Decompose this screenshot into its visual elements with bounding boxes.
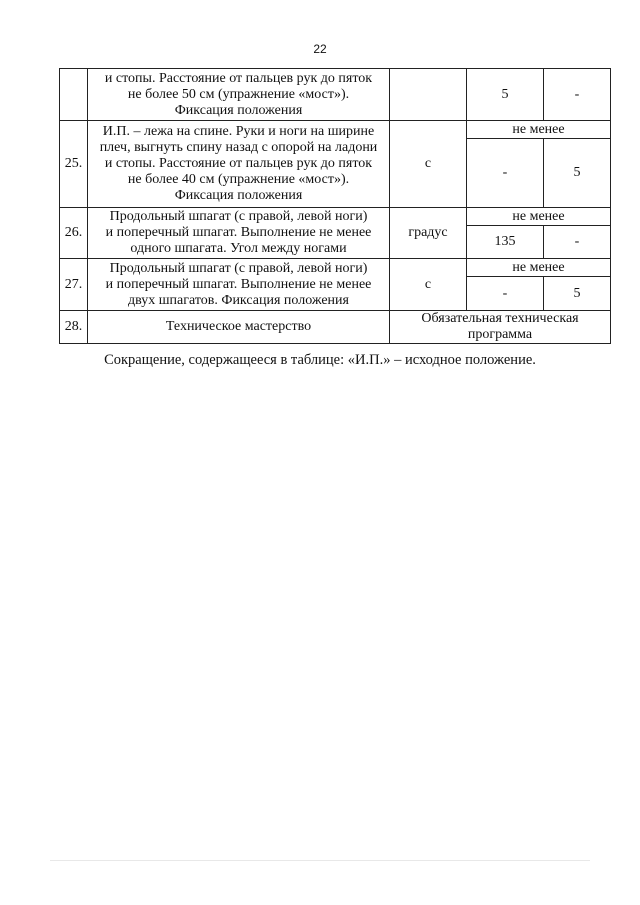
value-cell: 5 [467,69,544,121]
value-cell: - [544,226,611,259]
description-line: плеч, выгнуть спину назад с опорой на ладони [99,140,378,155]
row-number [60,69,88,121]
norm-header: не менее [467,121,611,139]
table-row [60,259,611,277]
abbreviation-note: Сокращение, содержащееся в таблице: «И.П.» – исходное положение. [104,352,536,368]
description-line: Продольный шпагат (с правой, левой ноги) [109,260,368,276]
description-line: не более 40 см (упражнение «мост»). [127,172,350,187]
description-line: одного шпагата. Угол между ногами [130,241,347,256]
exercise-description [88,259,390,311]
description-line: Продольный шпагат (с правой, левой ноги) [109,209,368,224]
description-line: двух шпагатов. Фиксация положения [128,292,349,308]
row-number: 25. [60,121,88,208]
description-line: и стопы. Расстояние от пальцев рук до пяток [104,70,373,86]
page-number: 22 [313,42,327,56]
value-cell: - [544,69,611,121]
table-row [60,69,611,121]
description-line: Фиксация положения [174,102,303,118]
program-line: Обязательная техническая [421,311,579,326]
description-line: и поперечный шпагат. Выполнение не менее [105,276,372,292]
exercise-description [88,208,390,259]
norm-header: не менее [467,208,611,226]
unit-cell: с [390,259,467,311]
exercise-description [88,69,390,121]
program-line: программа [467,327,533,342]
norm-header: не менее [467,259,611,277]
table-row [60,121,611,139]
value-cell: - [467,139,544,208]
exercise-description: Техническое мастерство [88,311,390,344]
row-number: 28. [60,311,88,344]
table-row [60,208,611,226]
value-cell: 5 [544,139,611,208]
exercise-description [88,121,390,208]
unit-cell [390,69,467,121]
divider [50,860,590,861]
unit-cell: градус [390,208,467,259]
value-cell: 5 [544,277,611,311]
row-number: 26. [60,208,88,259]
row-number: 27. [60,259,88,311]
description-line: и стопы. Расстояние от пальцев рук до пяток [104,156,373,171]
description-line: не более 50 см (упражнение «мост»). [127,86,350,102]
description-line: И.П. – лежа на спине. Руки и ноги на ширине [102,124,375,139]
program-cell [390,311,611,344]
value-cell: - [467,277,544,311]
table-row [60,311,611,344]
value-cell: 135 [467,226,544,259]
description-line: и поперечный шпагат. Выполнение не менее [105,225,372,240]
description-line: Фиксация положения [174,188,303,203]
norms-table [59,68,611,344]
unit-cell: с [390,121,467,208]
